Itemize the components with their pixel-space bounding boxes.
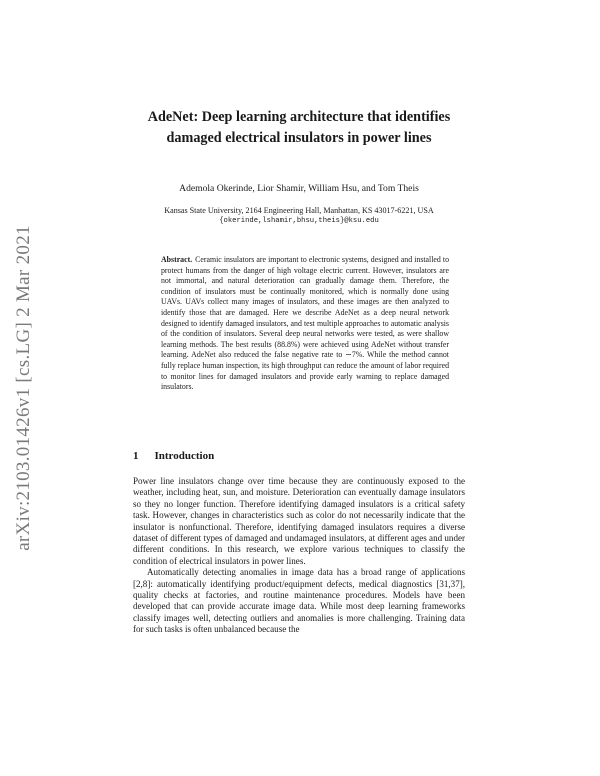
paragraph: Power line insulators change over time because they are continuously exposed to the weather, including heat, sun, and moisture. Deterioration can eventually damage insulators so they no longer function. Therefore identifying damaged insulators is a critical safety task. However, changes in characteristics such as color do not necessarily indicate that the insulator is nonfunctional. Therefore, identifying damaged insulators requires a diverse dataset of different types of damaged and undamaged insulators, at different ages and under different conditions. In this research, we explore various techniques to classify the condition of electrical insulators in power lines.	[133, 476, 465, 566]
affiliation: Kansas State University, 2164 Engineering Hall, Manhattan, KS 43017-6221, USA	[164, 206, 434, 215]
introduction-body	[133, 476, 465, 636]
paragraph: Automatically detecting anomalies in image data has a broad range of applications [2,8]: automatically identifying product/equipment defects, medical diagnostics [31,37], quality checks at factories, and routine maintenance procedures. Models have been developed that can provide accurate image data. While most deep learning frameworks classify images well, detecting outliers and anomalies is more challenging. Training data for such tasks is often unbalanced because the	[133, 567, 465, 635]
abstract-label: Abstract.	[161, 255, 193, 264]
section-title: Introduction	[154, 450, 215, 462]
paper-title: AdeNet: Deep learning architecture that identifies damaged electrical insulators in power lines	[147, 109, 451, 146]
section-heading	[133, 450, 214, 462]
abstract	[161, 255, 449, 393]
arxiv-identifier: arXiv:2103.01426v1 [cs.LG] 2 Mar 2021	[13, 225, 34, 551]
section-number: 1	[133, 450, 139, 462]
author-emails: {okerinde,lshamir,bhsu,theis}@ksu.edu	[219, 217, 379, 225]
abstract-text: Ceramic insulators are important to electronic systems, designed and installed to protect humans from the danger of high voltage electric current. However, insulators are not immortal, and natural deterioration can gradually damage them. Therefore, the condition of insulators must be continually monitored, which is normally done using UAVs. UAVs collect many images of insulators, and these images are then analyzed to identify those that are damaged. Here we describe AdeNet as a deep neural network designed to identify damaged insulators, and test multiple approaches to automatic analysis of the condition of insulators. Several deep neural networks were tested, as were shallow learning methods. The best results (88.8%) were achieved using AdeNet without transfer learning. AdeNet also reduced the false negative rate to ∼7%. While the method cannot fully replace human inspection, its high throughput can reduce the amount of labor required to monitor lines for damaged insulators and provide early warning to replace damaged insulators.	[161, 255, 449, 392]
author-list: Ademola Okerinde, Lior Shamir, William Hsu, and Tom Theis	[179, 183, 419, 194]
affiliation-block	[133, 205, 465, 227]
